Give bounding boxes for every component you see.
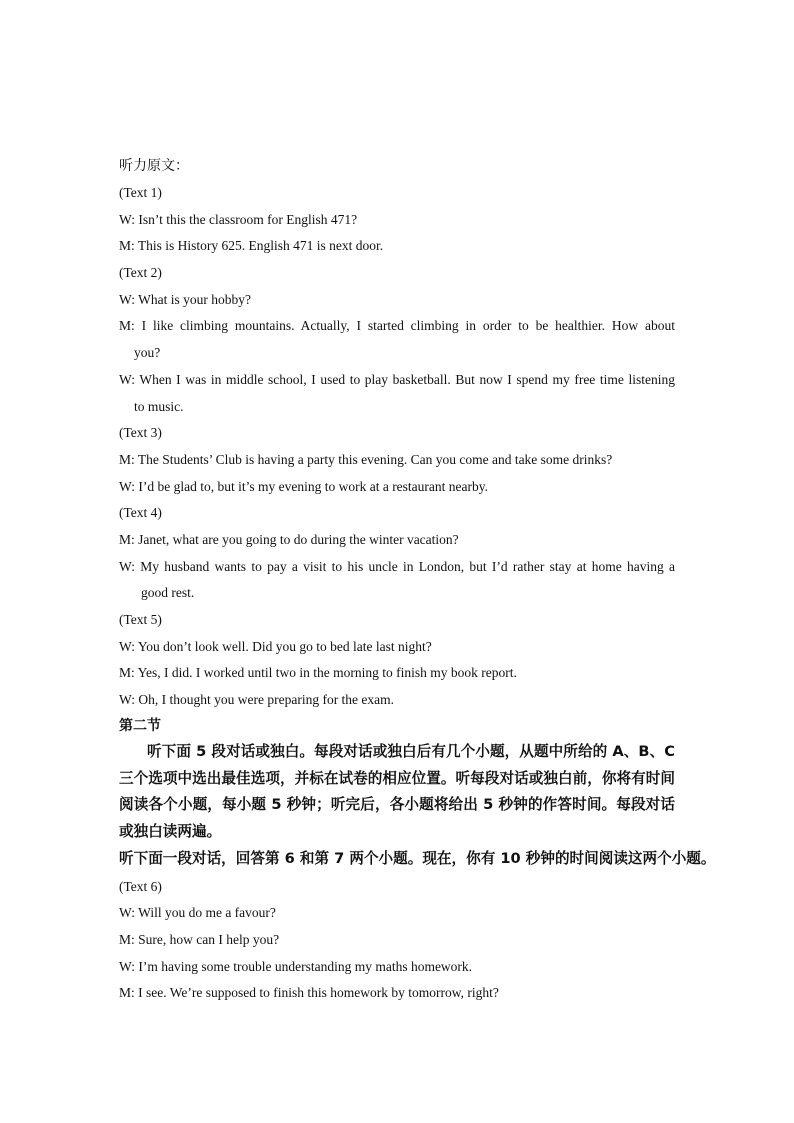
text-label: (Text 2) bbox=[119, 265, 162, 280]
text-label: (Text 6) bbox=[119, 879, 162, 894]
dialogue-line: W: You don’t look well. Did you go to bed late last night? bbox=[119, 639, 432, 654]
dialogue-line: M: Janet, what are you going to do during the winter vacation? bbox=[119, 532, 459, 547]
dialogue-line: M: I like climbing mountains. Actually, I started climbing in order to be healthier. How about bbox=[119, 318, 675, 333]
section-instructions: 听下面 5 段对话或独白。每段对话或独白后有几个小题，从题中所给的 A、B、C 三个选项中选出最佳选项，并标在试卷的相应位置。听每段对话或独白前，你将有时间阅读各个小题，每小题 5 秒钟；听完后，各小题将给出 5 秒钟的作答时间。每段对话或独白读两遍。 bbox=[119, 743, 675, 841]
dialogue-line: M: This is History 625. English 471 is next door. bbox=[119, 238, 384, 253]
dialogue-line: M: The Students’ Club is having a party this evening. Can you come and take some drinks? bbox=[119, 452, 613, 467]
dialogue-line: M: Yes, I did. I worked until two in the morning to finish my book report. bbox=[119, 665, 517, 680]
dialogue-line: W: Will you do me a favour? bbox=[119, 905, 276, 920]
dialogue-line: W: I’d be glad to, but it’s my evening to work at a restaurant nearby. bbox=[119, 479, 489, 494]
dialogue-line-continuation: to music. bbox=[134, 399, 184, 414]
dialogue-line: W: What is your hobby? bbox=[119, 292, 251, 307]
dialogue-line: W: My husband wants to pay a visit to his uncle in London, but I’d rather stay at home having a bbox=[119, 559, 675, 574]
next-dialogue-instruction: 听下面一段对话，回答第 6 和第 7 两个小题。现在，你有 10 秒钟的时间阅读这两个小题。 bbox=[119, 850, 716, 867]
text-label: (Text 5) bbox=[119, 612, 162, 627]
dialogue-line: W: When I was in middle school, I used to play basketball. But now I spend my free time listening bbox=[119, 372, 675, 387]
dialogue-line: W: I’m having some trouble understanding my maths homework. bbox=[119, 959, 473, 974]
transcript-heading: 听力原文： bbox=[119, 158, 189, 174]
dialogue-line: M: I see. We’re supposed to finish this homework by tomorrow, right? bbox=[119, 985, 499, 1000]
text-label: (Text 3) bbox=[119, 425, 162, 440]
section-title: 第二节 bbox=[119, 718, 161, 734]
dialogue-line-continuation: good rest. bbox=[141, 585, 195, 600]
dialogue-line: M: Sure, how can I help you? bbox=[119, 932, 280, 947]
dialogue-line: W: Oh, I thought you were preparing for the exam. bbox=[119, 692, 395, 707]
dialogue-line: W: Isn’t this the classroom for English 471? bbox=[119, 212, 358, 227]
dialogue-line-continuation: you? bbox=[134, 345, 161, 360]
text-label: (Text 4) bbox=[119, 505, 162, 520]
text-label: (Text 1) bbox=[119, 185, 162, 200]
